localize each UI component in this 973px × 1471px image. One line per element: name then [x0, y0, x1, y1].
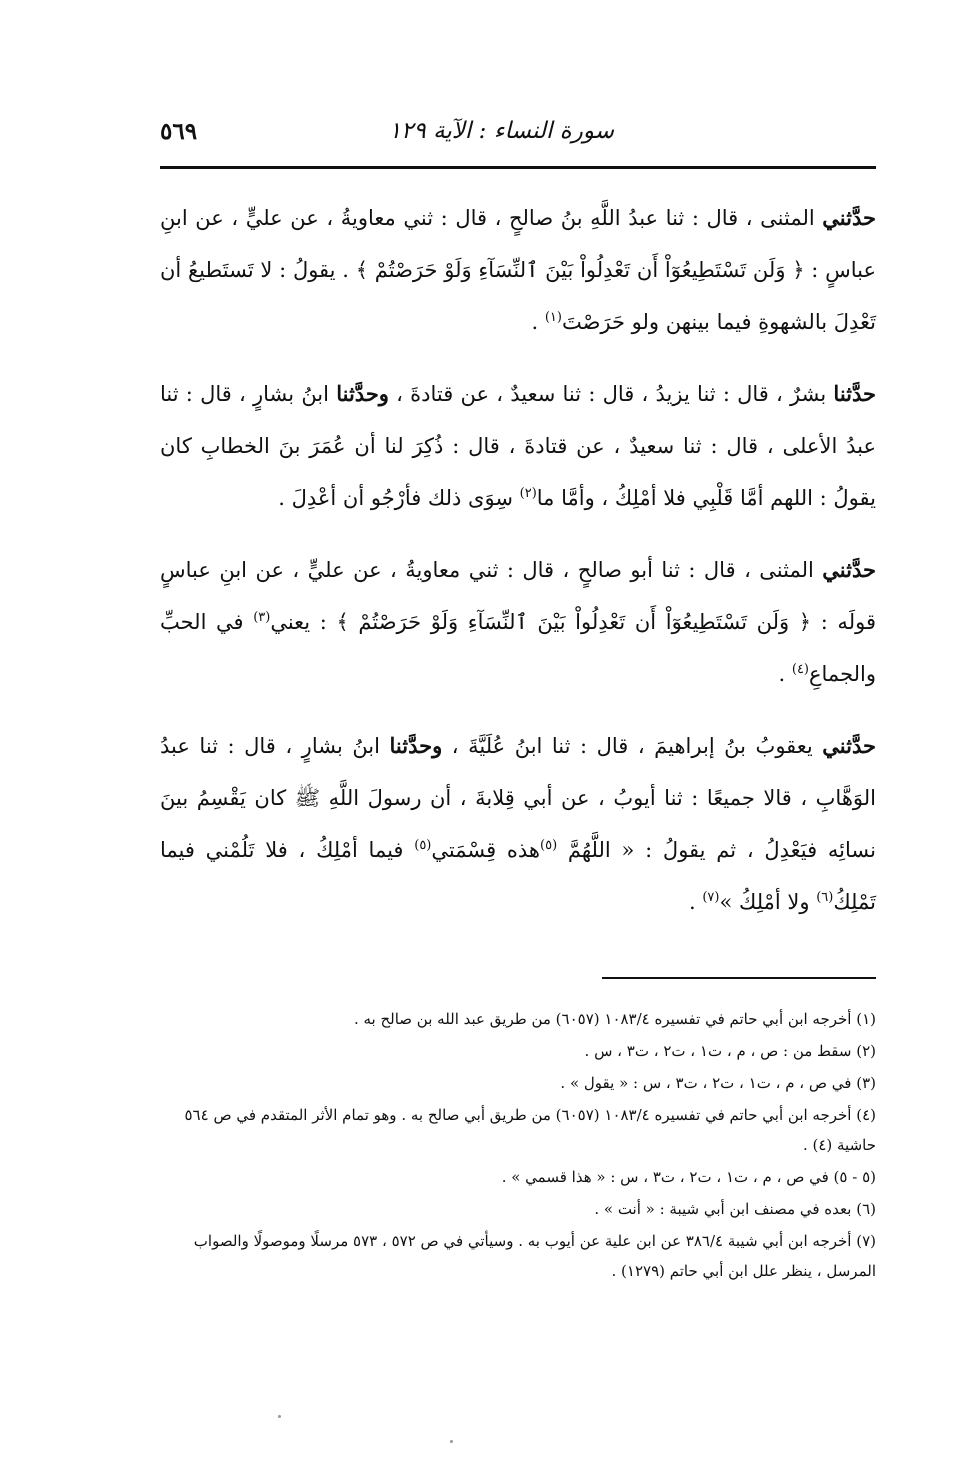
- footnote: (٧) أخرجه ابن أبي شيبة ٣٨٦/٤ عن ابن علية عن أيوب به . وسيأتي في ص ٥٧٢ ، ٥٧٣ مرسلًا وموصولًا والصواب المرسل ، ينظر علل ابن أبي حاتم (١٢٧٩) .: [193, 1232, 876, 1280]
- footnote-marker: (١): [544, 310, 562, 325]
- footnote: (٦) بعده في مصنف ابن أبي شيبة : « أنت » .: [594, 1200, 876, 1218]
- footnote-marker: (٦): [816, 890, 834, 905]
- scan-speck: [278, 1415, 281, 1418]
- paragraph-lead: حدَّثني: [822, 733, 876, 758]
- narrator-formula: وحدَّثنا: [389, 733, 443, 758]
- header-rule: [160, 166, 876, 169]
- paragraph: [160, 192, 876, 348]
- scan-speck: [450, 1440, 453, 1443]
- footnote: (٤) أخرجه ابن أبي حاتم في تفسيره ١٠٨٣/٤ (٦٠٥٧) من طريق أبي صالح به . وهو تمام الأثر المتقدم في ص ٥٦٤ حاشية (٤) .: [184, 1106, 876, 1154]
- quran-quote: ﴿ وَلَن تَسْتَطِيعُوٓاْ أَن تَعْدِلُواْ بَيْنَ ٱلنِّسَآءِ وَلَوْ حَرَصْتُمْ ﴾: [355, 258, 805, 282]
- footnote: (١) أخرجه ابن أبي حاتم في تفسيره ١٠٨٣/٤ (٦٠٥٧) من طريق عبد الله بن صالح به .: [353, 1010, 876, 1028]
- text-span: ابنُ بشارٍ ، قال : ثنا عبدُ الأعلى ، قال : ثنا سعيدٌ ، عن قتادةَ ، قال : ذُكِرَ لنا أن عُمَرَ بنَ الخطابِ كان يقولُ : اللهم أمَّا قَلْبِي فلا أمْلِكُ ، وأمَّا ما: [160, 382, 876, 510]
- text-span: يعقوبُ بنُ إبراهيمَ ، قال : ثنا ابنُ عُلَيَّةَ ،: [442, 734, 823, 758]
- page-header: [160, 118, 876, 154]
- paragraph-lead: حدَّثني: [822, 557, 876, 582]
- text-span: .: [531, 310, 545, 334]
- footnote-marker: (٧): [702, 890, 720, 905]
- text-span: .: [778, 662, 792, 686]
- footnote-marker: (٤): [791, 662, 809, 677]
- footnote-marker: (٥): [414, 838, 432, 853]
- paragraph-lead: حدَّثنا: [833, 381, 877, 406]
- footnote-marker: (٣): [253, 610, 271, 625]
- paragraph: [160, 544, 876, 700]
- footnote-marker: (٢): [519, 486, 537, 501]
- footnote-marker: (٥): [540, 838, 558, 853]
- text-span: ولا أمْلِكُ »: [719, 890, 817, 914]
- text-span: فيما أمْلِكُ ، فلا تَلُمْني فيما تَمْلِكُ: [160, 838, 876, 914]
- footnotes: [160, 1004, 876, 1288]
- text-span: ابنُ بشارٍ ، قال : ثنا عبدُ الوَهَّابِ ، قالا جميعًا : ثنا أيوبُ ، عن أبي قِلابةَ ، أن رسولَ اللَّهِ ﷺ كان يَقْسِمُ بينَ نسائِه فيَعْدِلُ ، ثم يقولُ : « اللَّهُمَّ: [160, 734, 876, 862]
- paragraph-lead: حدَّثني: [822, 205, 876, 230]
- text-span: . يقولُ : لا تَستَطيعُ أن تَعْدِلَ بالشهوةِ فيما بينهن ولو حَرَصْتَ: [160, 258, 876, 334]
- paragraph: [160, 368, 876, 524]
- footnote: (٢) سقط من : ص ، م ، ت١ ، ت٢ ، ت٣ ، س .: [584, 1042, 876, 1060]
- text-span: بشرٌ ، قال : ثنا يزيدُ ، قال : ثنا سعيدٌ ، عن قتادةَ ،: [388, 382, 834, 406]
- text-span: في الحبِّ والجماعِ: [160, 610, 876, 686]
- footnote: (٥ - ٥) في ص ، م ، ت١ ، ت٢ ، ت٣ ، س : « هذا قسمي » .: [501, 1168, 876, 1186]
- page-number: ٥٦٩: [160, 118, 198, 145]
- running-title: سورة النساء : الآية ١٢٩: [388, 118, 614, 144]
- text-span: هذه قِسْمَتي: [431, 838, 540, 862]
- body-text: [160, 192, 876, 948]
- text-span: المثنى ، قال : ثنا أبو صالحٍ ، قال : ثني معاويةُ ، عن عليٍّ ، عن ابنِ عباسٍ قولَه :: [160, 558, 876, 634]
- quran-quote: ﴿ وَلَن تَسْتَطِيعُوٓاْ أَن تَعْدِلُواْ بَيْنَ ٱلنِّسَآءِ وَلَوْ حَرَصْتُمْ ﴾: [336, 610, 812, 634]
- footnote: (٣) في ص ، م ، ت١ ، ت٢ ، ت٣ ، س : « يقول » .: [560, 1074, 876, 1092]
- text-span: المثنى ، قال : ثنا عبدُ اللَّهِ بنُ صالحٍ ، قال : ثني معاويةُ ، عن عليٍّ ، عن ابنِ عباسٍ :: [160, 206, 876, 282]
- text-span: .: [688, 890, 703, 914]
- text-span: : يعني: [270, 610, 337, 634]
- paragraph: [160, 720, 876, 928]
- footnote-rule: [602, 977, 876, 979]
- narrator-formula: وحدَّثنا: [336, 381, 389, 406]
- text-span: سِوَى ذلك فأرْجُو أن أعْدِلَ .: [278, 486, 520, 510]
